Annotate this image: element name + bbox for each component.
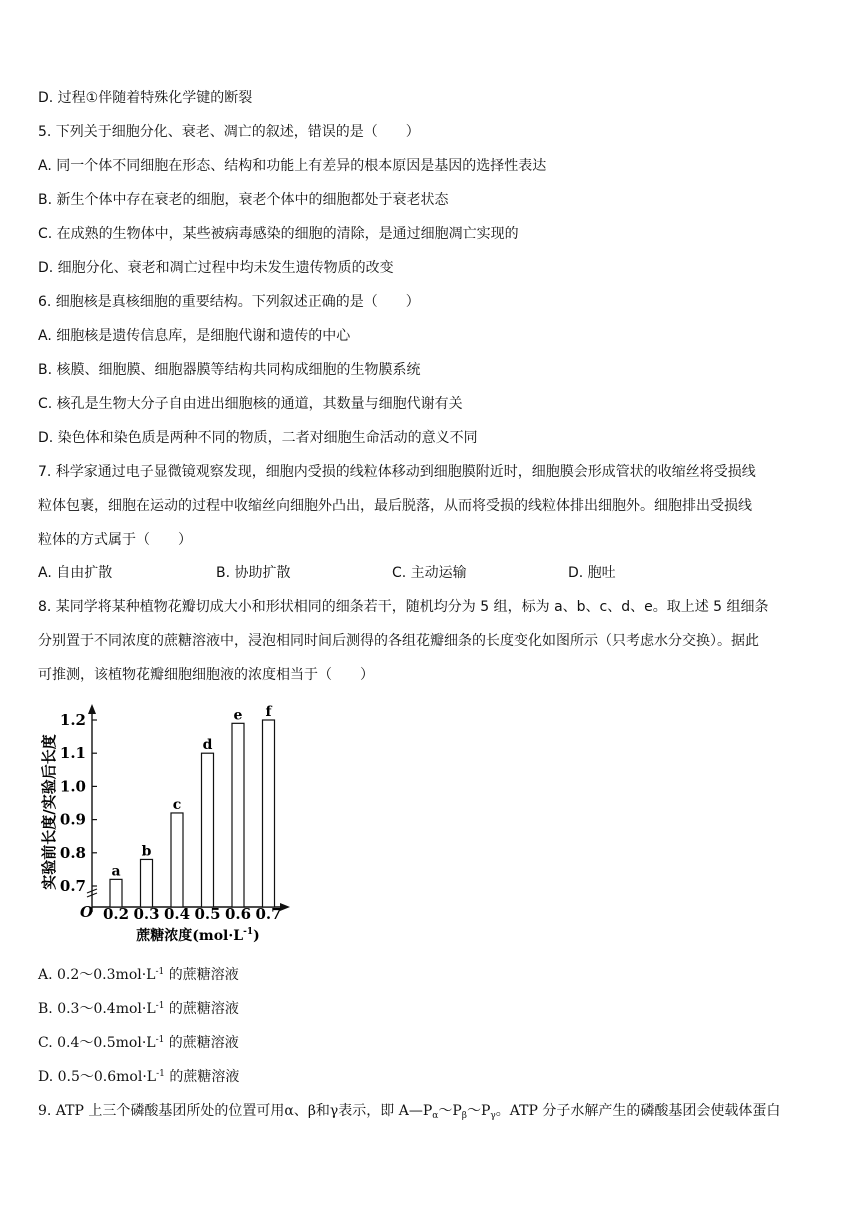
y-tick-label: 0.8	[59, 843, 86, 862]
q7-option-a: A. 自由扩散	[38, 565, 113, 581]
q6-option-d: D. 染色体和染色质是两种不同的物质，二者对细胞生命活动的意义不同	[38, 430, 478, 446]
question-5: 5. 下列关于细胞分化、衰老、凋亡的叙述，错误的是（ ）	[38, 124, 420, 140]
q8-option-d: D. $0.5\sim 0.6mol\cdot L^{-1}$ 的蔗糖溶液	[38, 1069, 240, 1085]
y-tick-label: 1.1	[59, 744, 86, 763]
bar-d	[202, 753, 214, 907]
bar-label: e	[233, 707, 243, 724]
bars	[110, 704, 275, 907]
y-tick-label: 0.7	[59, 877, 86, 895]
x-tick-label: 0.5	[194, 905, 221, 923]
bar-label: f	[265, 704, 272, 720]
x-tick-label: 0.6	[224, 905, 252, 923]
q8-option-b: B. $0.3\sim 0.4mol\cdot L^{-1}$ 的蔗糖溶液	[38, 1001, 239, 1017]
x-tick-label: 0.2	[102, 905, 130, 923]
y-tick-label: 1.2	[59, 711, 86, 729]
y-tick-label: 1.0	[59, 777, 86, 796]
y-axis-label: 实验前长度/实验后长度	[40, 734, 58, 890]
question-7-line-1: 7. 科学家通过电子显微镜观察发现，细胞内受损的线粒体移动到细胞膜附近时，细胞膜会形成管状的收缩丝将受损线	[38, 464, 756, 480]
q5-option-b: B. 新生个体中存在衰老的细胞，衰老个体中的细胞都处于衰老状态	[38, 192, 449, 208]
q6-option-c: C. 核孔是生物大分子自由进出细胞核的通道，其数量与细胞代谢有关	[38, 396, 463, 412]
x-tick-label: 0.3	[133, 905, 160, 923]
y-tick-label: 0.9	[59, 810, 86, 829]
q7-option-c: C. 主动运输	[392, 565, 467, 581]
bar-label: c	[172, 796, 182, 813]
bar-a	[110, 879, 122, 907]
x-tick-label: 0.7	[255, 905, 282, 923]
bar-e	[232, 723, 244, 907]
bar-c	[171, 813, 183, 907]
bar-f	[263, 720, 275, 907]
q6-option-a: A. 细胞核是遗传信息库，是细胞代谢和遗传的中心	[38, 328, 351, 344]
q5-option-c: C. 在成熟的生物体中，某些被病毒感染的细胞的清除，是通过细胞凋亡实现的	[38, 226, 519, 242]
q8-option-a: A. $0.2\sim 0.3mol\cdot L^{-1}$ 的蔗糖溶液	[38, 967, 239, 983]
x-axis-label: 蔗糖浓度$(mol\cdot L^{-1})$	[136, 927, 260, 944]
question-6: 6. 细胞核是真核细胞的重要结构。下列叙述正确的是（ ）	[38, 294, 420, 310]
q7-option-d: D. 胞吐	[568, 565, 616, 581]
bar-label: a	[111, 863, 121, 880]
bar-label: b	[141, 843, 152, 860]
q5-option-d: D. 细胞分化、衰老和凋亡过程中均未发生遗传物质的改变	[38, 260, 394, 276]
q5-option-a: A. 同一个体不同细胞在形态、结构和功能上有差异的根本原因是基因的选择性表达	[38, 158, 547, 174]
q7-option-b: B. 协助扩散	[216, 565, 291, 581]
x-tick-label: 0.4	[163, 905, 191, 923]
origin-label: O	[80, 903, 94, 921]
bar-label: d	[202, 737, 213, 754]
question-9-line-1: 9. ATP 上三个磷酸基团所处的位置可用α、β和γ表示，即 $A—P_\alpha\sim P_\beta\sim P_\gamma$。ATP 分子水解产生的磷酸基团会使载体蛋白	[38, 1103, 781, 1121]
question-7-line-2: 粒体包裹，细胞在运动的过程中收缩丝向细胞外凸出，最后脱落，从而将受损的线粒体排出细胞外。细胞排出受损线	[38, 498, 752, 514]
q8-option-c: C. $0.4\sim 0.5mol\cdot L^{-1}$ 的蔗糖溶液	[38, 1035, 239, 1051]
bar-chart	[40, 700, 340, 950]
question-8-line-2: 分别置于不同浓度的蔗糖溶液中，浸泡相同时间后测得的各组花瓣细条的长度变化如图所示（只考虑水分交换）。据此	[38, 633, 759, 649]
bar-b	[141, 859, 153, 907]
question-7-line-3: 粒体的方式属于（ ）	[38, 532, 192, 548]
x-ticks	[103, 905, 282, 923]
question-8-line-1: 8. 某同学将某种植物花瓣切成大小和形状相同的细条若干，随机均分为 5 组，标为 a、b、c、d、e。取上述 5 组细条	[38, 599, 769, 615]
q4-option-d: D. 过程①伴随着特殊化学键的断裂	[38, 90, 253, 106]
question-8-line-3: 可推测，该植物花瓣细胞细胞液的浓度相当于（ ）	[38, 667, 374, 683]
q6-option-b: B. 核膜、细胞膜、细胞器膜等结构共同构成细胞的生物膜系统	[38, 362, 421, 378]
